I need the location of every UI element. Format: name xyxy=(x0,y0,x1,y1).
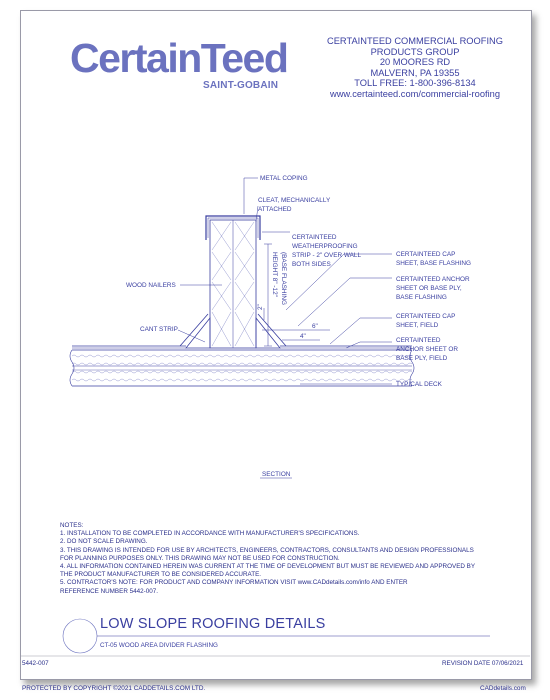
dimension-6-inch: 6" xyxy=(312,323,318,330)
company-line: CERTAINTEED COMMERCIAL ROOFING xyxy=(327,36,503,46)
label-weatherproofing-strip: CERTAINTEED xyxy=(292,234,337,241)
label-metal-coping: METAL COPING xyxy=(260,175,308,182)
label-cant-strip: CANT STRIP xyxy=(140,326,178,333)
label-base-flashing-height: HEIGHT 8" -12" xyxy=(271,252,278,297)
dimension-2-inch: 2" xyxy=(257,304,264,310)
note-line: 5. CONTRACTOR'S NOTE: FOR PRODUCT AND COMPANY INFORMATION VISIT www.CADdetails.com/info AND ENTER xyxy=(60,579,408,587)
company-line: PRODUCTS GROUP xyxy=(370,46,460,57)
company-website[interactable]: www.certainteed.com/commercial-roofing xyxy=(330,88,500,99)
reference-number: 5442-007 xyxy=(22,660,49,667)
company-line: 20 MOORES RD xyxy=(379,57,451,68)
label-cap-sheet-field: SHEET, FIELD xyxy=(396,322,439,329)
company-line: TOLL FREE: 1-800-396-8134 xyxy=(354,78,476,89)
label-cap-sheet-base: SHEET, BASE FLASHING xyxy=(396,260,471,267)
drawing-title: LOW SLOPE ROOFING DETAILS xyxy=(100,616,326,632)
company-line: MALVERN, PA 19355 xyxy=(370,67,460,78)
dimension-4-inch: 4" xyxy=(300,333,306,340)
caddetails-link[interactable]: CADdetails.com xyxy=(480,685,526,692)
note-line: 4. ALL INFORMATION CONTAINED HEREIN WAS CURRENT AT THE TIME OF DEVELOPMENT BUT MUST BE REVIEWED AND APPROVED BY xyxy=(60,563,476,571)
label-weatherproofing-strip: STRIP - 2" OVER WALL xyxy=(292,252,362,259)
revision-date: REVISION DATE 07/06/2021 xyxy=(442,660,524,667)
notes-header: NOTES: xyxy=(60,522,84,529)
wood-nailers xyxy=(210,220,256,348)
label-cap-sheet-base: CERTAINTEED CAP xyxy=(396,251,456,258)
label-weatherproofing-strip: BOTH SIDES xyxy=(292,261,331,268)
label-cleat: ATTACHED xyxy=(258,206,292,213)
label-wood-nailers: WOOD NAILERS xyxy=(126,282,176,289)
note-line: THE PRODUCT MANUFACTURER TO BE CONSIDERED ACCURATE. xyxy=(60,571,262,579)
note-line: 1. INSTALLATION TO BE COMPLETED IN ACCORDANCE WITH MANUFACTURER'S SPECIFICATIONS. xyxy=(60,530,360,538)
note-line: 3. THIS DRAWING IS INTENDED FOR USE BY ARCHITECTS, ENGINEERS, CONTRACTORS, CONSULTANTS AND DESIGN PROFESSIONALS xyxy=(60,546,474,554)
note-line: FOR PLANNING PURPOSES ONLY. THIS DRAWING MAY NOT BE USED FOR CONSTRUCTION. xyxy=(60,554,340,562)
label-weatherproofing-strip: WEATHERPROOFING xyxy=(292,243,358,250)
label-anchor-sheet-base: CERTAINTEED ANCHOR xyxy=(396,276,470,283)
drawing-subtitle: CT-05 WOOD AREA DIVIDER FLASHING xyxy=(100,642,218,649)
section-label: SECTION xyxy=(262,471,291,478)
saint-gobain-logo-text: SAINT-GOBAIN xyxy=(203,80,279,91)
note-line: REFERENCE NUMBER 5442-007. xyxy=(60,587,158,595)
label-cleat: CLEAT, MECHANICALLY xyxy=(258,197,331,204)
label-anchor-sheet-field: CERTAINTEED xyxy=(396,337,441,344)
note-line: 2. DO NOT SCALE DRAWING. xyxy=(60,538,148,546)
label-anchor-sheet-base: SHEET OR BASE PLY, xyxy=(396,285,462,292)
label-cap-sheet-field: CERTAINTEED CAP xyxy=(396,313,456,320)
notes-block xyxy=(60,522,475,596)
label-anchor-sheet-field: BASE PLY, FIELD xyxy=(396,355,448,362)
label-base-flashing-height: (BASE FLASHING xyxy=(280,252,287,305)
copyright-notice: PROTECTED BY COPYRIGHT ©2021 CADDETAILS.COM LTD. xyxy=(22,685,206,692)
label-typical-deck: TYPICAL DECK xyxy=(396,381,442,388)
certainteed-logo: CertainTeed xyxy=(70,35,288,81)
roof-deck xyxy=(70,350,414,386)
label-anchor-sheet-base: BASE FLASHING xyxy=(396,294,447,301)
label-anchor-sheet-field: ANCHOR SHEET OR xyxy=(396,346,459,353)
